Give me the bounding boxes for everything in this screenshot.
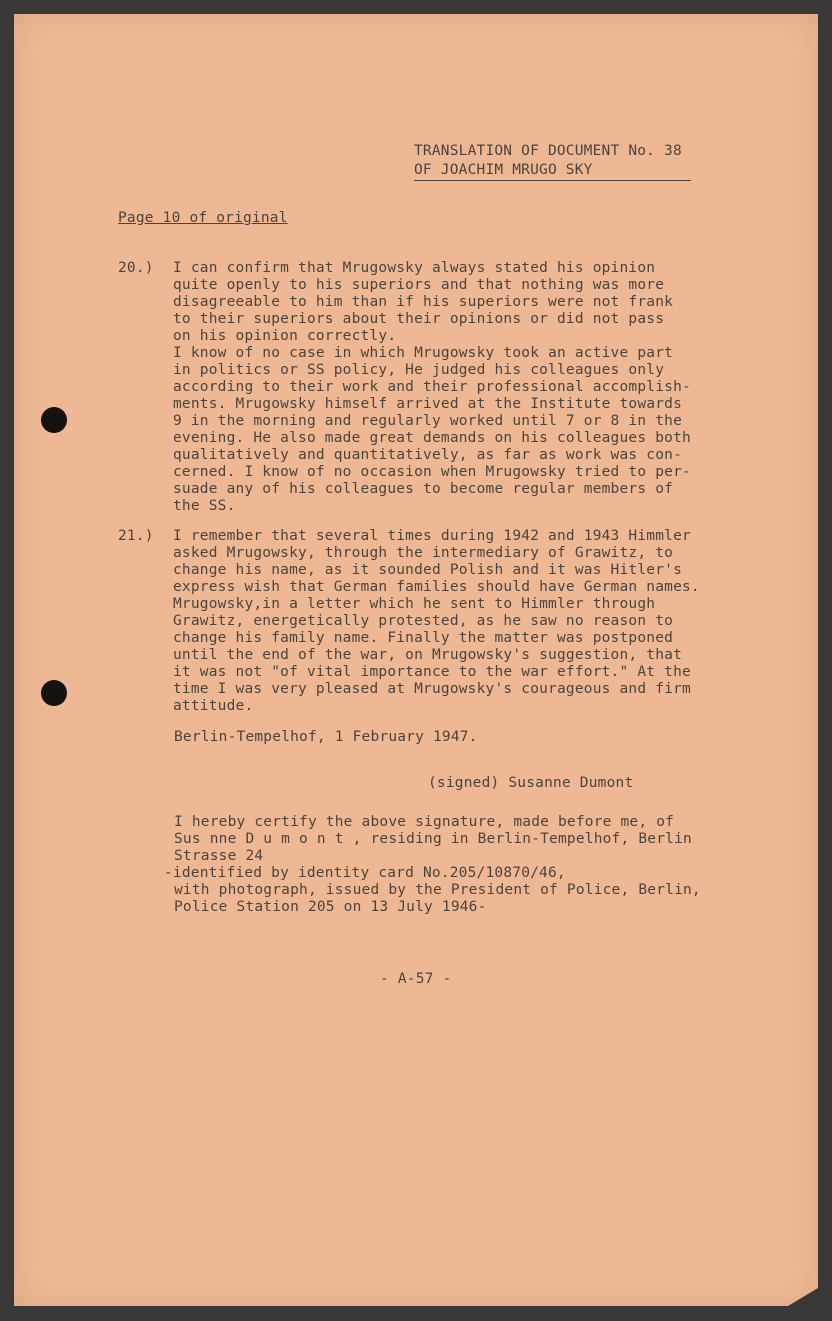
text-line: I can confirm that Mrugowsky always stated his opinion — [173, 260, 656, 276]
text-line: suade any of his colleagues to become regular members of — [173, 481, 674, 497]
text-line: according to their work and their professional accomplish- — [173, 379, 691, 395]
page-reference: Page 10 of original — [118, 210, 288, 226]
page-number: - A-57 - — [380, 971, 452, 987]
paragraph-number: 21.) — [118, 528, 154, 544]
text-line: quite openly to his superiors and that nothing was more — [173, 277, 665, 293]
text-line: cerned. I know of no occasion when Mrugowsky tried to per- — [173, 464, 691, 480]
text-line: on his opinion correctly. — [173, 328, 397, 344]
certification-line: Strasse 24 — [174, 848, 264, 864]
certification-line: I hereby certify the above signature, made before me, of — [174, 814, 675, 830]
text-line: evening. He also made great demands on his colleagues both — [173, 430, 691, 446]
certification-line: with photograph, issued by the President of Police, Berlin, — [174, 882, 701, 898]
text-line: it was not "of vital importance to the war effort." At the — [173, 664, 691, 680]
document-page — [14, 14, 818, 1306]
text-line: Mrugowsky,in a letter which he sent to Himmler through — [173, 596, 656, 612]
text-line: Grawitz, energetically protested, as he saw no reason to — [173, 613, 674, 629]
text-line: I know of no case in which Mrugowsky took an active part — [173, 345, 674, 361]
punch-hole-bottom — [41, 680, 67, 706]
text-line: to their superiors about their opinions or did not pass — [173, 311, 665, 327]
text-line: change his family name. Finally the matter was postponed — [173, 630, 674, 646]
text-line: 9 in the morning and regularly worked until 7 or 8 in the — [173, 413, 682, 429]
text-line: the SS. — [173, 498, 236, 514]
text-line: attitude. — [173, 698, 254, 714]
torn-corner — [788, 1288, 818, 1306]
text-line: disagreeable to him than if his superiors were not frank — [173, 294, 674, 310]
text-line: express wish that German families should have German names. — [173, 579, 700, 595]
text-line: until the end of the war, on Mrugowsky's suggestion, that — [173, 647, 682, 663]
certification-line: -identified by identity card No.205/10870/46, — [164, 865, 566, 881]
certification-line: Police Station 205 on 13 July 1946- — [174, 899, 487, 915]
text-line: ments. Mrugowsky himself arrived at the Institute towards — [173, 396, 682, 412]
title-line-1: TRANSLATION OF DOCUMENT No. 38 — [414, 143, 682, 159]
paragraph-number: 20.) — [118, 260, 154, 276]
certification-line: Sus nne D u m o n t , residing in Berlin-Tempelhof, Berlin — [174, 831, 692, 847]
text-line: qualitatively and quantitatively, as far as work was con- — [173, 447, 682, 463]
dateline: Berlin-Tempelhof, 1 February 1947. — [174, 729, 478, 745]
text-line: in politics or SS policy, He judged his colleagues only — [173, 362, 665, 378]
punch-hole-top — [41, 407, 67, 433]
document-title — [414, 142, 691, 181]
text-line: change his name, as it sounded Polish and it was Hitler's — [173, 562, 682, 578]
text-line: asked Mrugowsky, through the intermediary of Grawitz, to — [173, 545, 674, 561]
text-line: I remember that several times during 1942 and 1943 Himmler — [173, 528, 691, 544]
signature-line: (signed) Susanne Dumont — [428, 775, 634, 791]
text-line: time I was very pleased at Mrugowsky's courageous and firm — [173, 681, 691, 697]
title-line-2: OF JOACHIM MRUGO SKY — [414, 161, 691, 181]
